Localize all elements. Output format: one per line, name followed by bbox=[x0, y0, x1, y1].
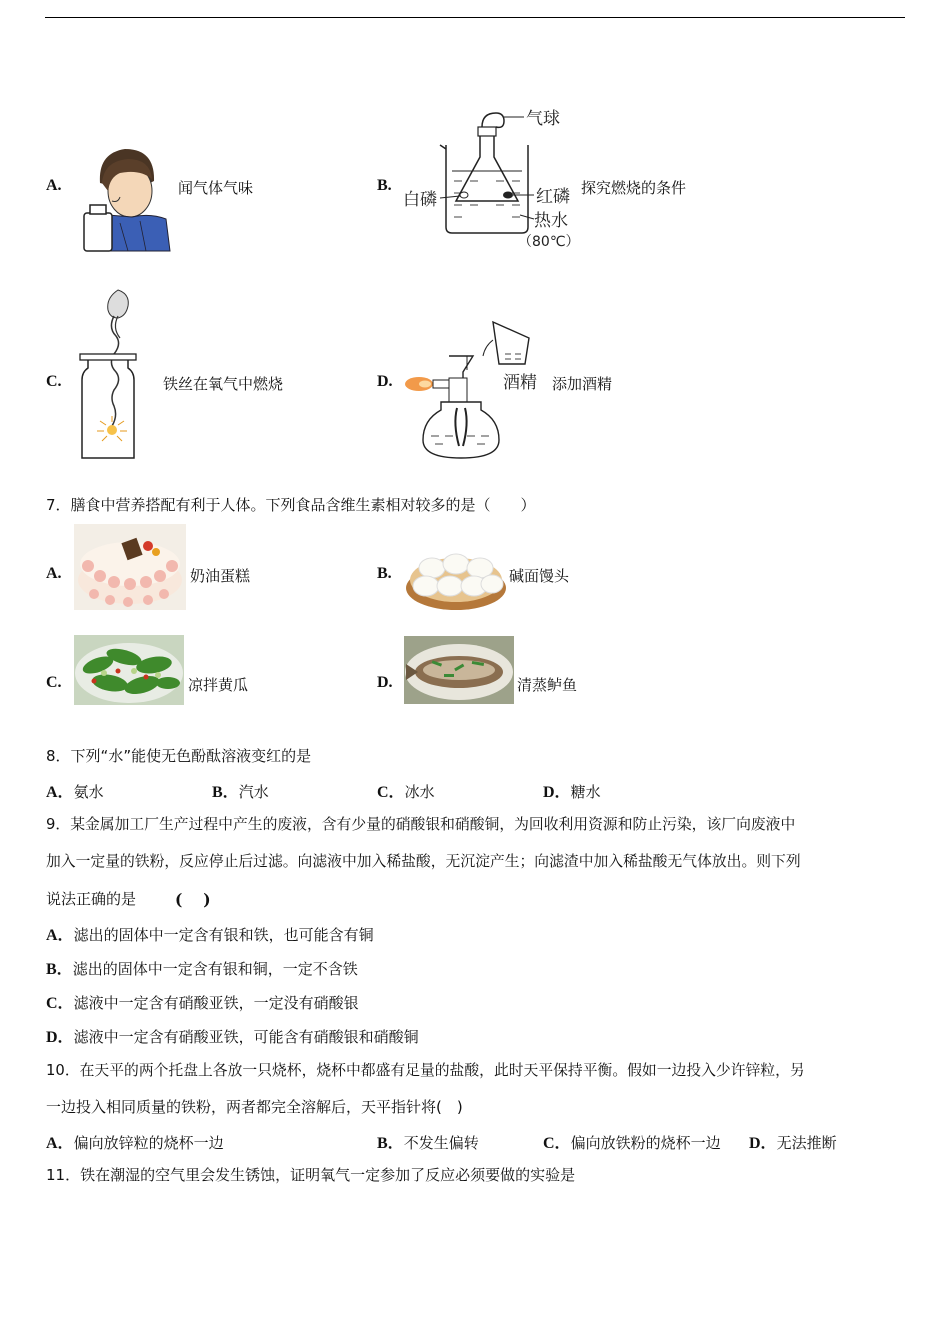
q10-stem-line2: 一边投入相同质量的铁粉，两者都完全溶解后，天平指针将( ) bbox=[46, 1098, 463, 1116]
q8-option-a-letter: A． bbox=[46, 784, 74, 801]
q9-option-c[interactable] bbox=[46, 990, 359, 1013]
q9-stem-line2: 加入一定量的铁粉，反应停止后过滤。向滤液中加入稀盐酸，无沉淀产生；向滤渣中加入稀盐酸无气体放出。则下列 bbox=[46, 853, 801, 870]
q6-option-d-caption: 添加酒精 bbox=[552, 375, 613, 393]
temperature-label: （80℃） bbox=[518, 234, 580, 250]
alcohol-lamp-illustration bbox=[405, 318, 545, 463]
q6-option-d-letter: D. bbox=[377, 373, 393, 390]
q7-option-d-letter: D. bbox=[377, 674, 393, 691]
q9-option-a-letter: A． bbox=[46, 927, 74, 944]
q11-stem: 11．铁在潮湿的空气里会发生锈蚀，证明氧气一定参加了反应必须要做的实验是 bbox=[46, 1166, 576, 1184]
q6-option-b-letter: B. bbox=[377, 177, 392, 194]
combustion-experiment-diagram bbox=[400, 105, 585, 255]
q9-option-b-letter: B． bbox=[46, 961, 73, 978]
q9-option-a-text: 滤出的固体中一定含有银和铁，也可能含有铜 bbox=[73, 926, 374, 944]
cream-cake-photo bbox=[74, 524, 186, 610]
q10-option-b-letter: B． bbox=[377, 1135, 404, 1152]
q8-stem: 8．下列“水”能使无色酚酞溶液变红的是 bbox=[46, 747, 312, 765]
q10-option-d-letter: D． bbox=[749, 1135, 777, 1152]
q10-option-a[interactable] bbox=[46, 1130, 224, 1153]
q9-option-d-text: 滤液中一定含有硝酸亚铁，可能含有硝酸银和硝酸铜 bbox=[73, 1028, 419, 1046]
q6-option-a-caption: 闻气体气味 bbox=[178, 179, 254, 197]
balloon-label: 气球 bbox=[526, 109, 560, 129]
q8-option-a[interactable] bbox=[46, 779, 104, 802]
q8-option-c[interactable] bbox=[377, 779, 435, 802]
q8-option-a-text: 氨水 bbox=[73, 783, 104, 801]
q10-option-d[interactable] bbox=[749, 1130, 837, 1153]
q6-option-b-caption: 探究燃烧的条件 bbox=[581, 179, 687, 197]
q8-option-b-letter: B． bbox=[212, 784, 239, 801]
q10-option-c-text: 偏向放铁粉的烧杯一边 bbox=[570, 1134, 721, 1152]
q10-stem-line1: 10．在天平的两个托盘上各放一只烧杯，烧杯中都盛有足量的盐酸，此时天平保持平衡。假如一边投入少许锌粒，另 bbox=[46, 1062, 805, 1079]
q10-option-b-text: 不发生偏转 bbox=[403, 1134, 479, 1152]
q8-option-c-letter: C． bbox=[377, 784, 405, 801]
q9-option-b[interactable] bbox=[46, 956, 358, 979]
q9-option-c-letter: C． bbox=[46, 995, 74, 1012]
q10-option-c[interactable] bbox=[543, 1130, 721, 1153]
q6-option-c-letter: C. bbox=[46, 373, 62, 390]
q10-option-a-text: 偏向放锌粒的烧杯一边 bbox=[73, 1134, 224, 1152]
q10-option-c-letter: C． bbox=[543, 1135, 571, 1152]
q8-option-b-text: 汽水 bbox=[238, 783, 269, 801]
white-phosphorus-label: 白磷 bbox=[403, 190, 437, 210]
q7-option-b-caption: 碱面馒头 bbox=[509, 567, 570, 585]
q8-option-d[interactable] bbox=[543, 779, 601, 802]
q9-option-d-letter: D． bbox=[46, 1029, 74, 1046]
q9-stem-line1: 9．某金属加工厂生产过程中产生的废液，含有少量的硝酸银和硝酸铜，为回收利用资源和防止污染，该厂向废液中 bbox=[46, 816, 796, 833]
q7-stem: 7．膳食中营养搭配有利于人体。下列食品含维生素相对较多的是（ ） bbox=[46, 496, 536, 514]
q6-option-a-letter: A. bbox=[46, 177, 62, 194]
q8-option-b[interactable] bbox=[212, 779, 269, 802]
alcohol-label: 酒精 bbox=[503, 373, 537, 393]
q9-answer-paren: ( ) bbox=[175, 890, 211, 909]
header-rule bbox=[45, 17, 905, 18]
smell-gas-illustration bbox=[80, 143, 172, 253]
q10-option-d-text: 无法推断 bbox=[776, 1134, 837, 1152]
hot-water-label: 热水 bbox=[534, 211, 568, 231]
q9-option-a[interactable] bbox=[46, 922, 374, 945]
q8-option-d-letter: D． bbox=[543, 784, 571, 801]
q9-option-b-text: 滤出的固体中一定含有银和铜，一定不含铁 bbox=[72, 960, 358, 978]
cucumber-salad-photo bbox=[74, 635, 184, 705]
q10-option-b[interactable] bbox=[377, 1130, 479, 1153]
q6-option-c-caption: 铁丝在氧气中燃烧 bbox=[163, 375, 284, 393]
q9-stem-line3: 说法正确的是 bbox=[46, 890, 137, 908]
steamed-fish-photo bbox=[404, 636, 514, 704]
q7-option-b-letter: B. bbox=[377, 565, 392, 582]
red-phosphorus-label: 红磷 bbox=[536, 187, 570, 207]
q9-option-d[interactable] bbox=[46, 1024, 419, 1047]
q9-option-c-text: 滤液中一定含有硝酸亚铁，一定没有硝酸银 bbox=[73, 994, 359, 1012]
iron-wire-combustion-illustration bbox=[78, 288, 140, 463]
q8-option-d-text: 糖水 bbox=[570, 783, 601, 801]
q7-option-c-caption: 凉拌黄瓜 bbox=[188, 676, 249, 694]
q10-option-a-letter: A． bbox=[46, 1135, 74, 1152]
q7-option-d-caption: 清蒸鲈鱼 bbox=[517, 676, 578, 694]
q8-option-c-text: 冰水 bbox=[404, 783, 435, 801]
q7-option-a-letter: A. bbox=[46, 565, 62, 582]
q7-option-c-letter: C. bbox=[46, 674, 62, 691]
steamed-bun-photo bbox=[404, 534, 508, 612]
q7-option-a-caption: 奶油蛋糕 bbox=[190, 567, 251, 585]
